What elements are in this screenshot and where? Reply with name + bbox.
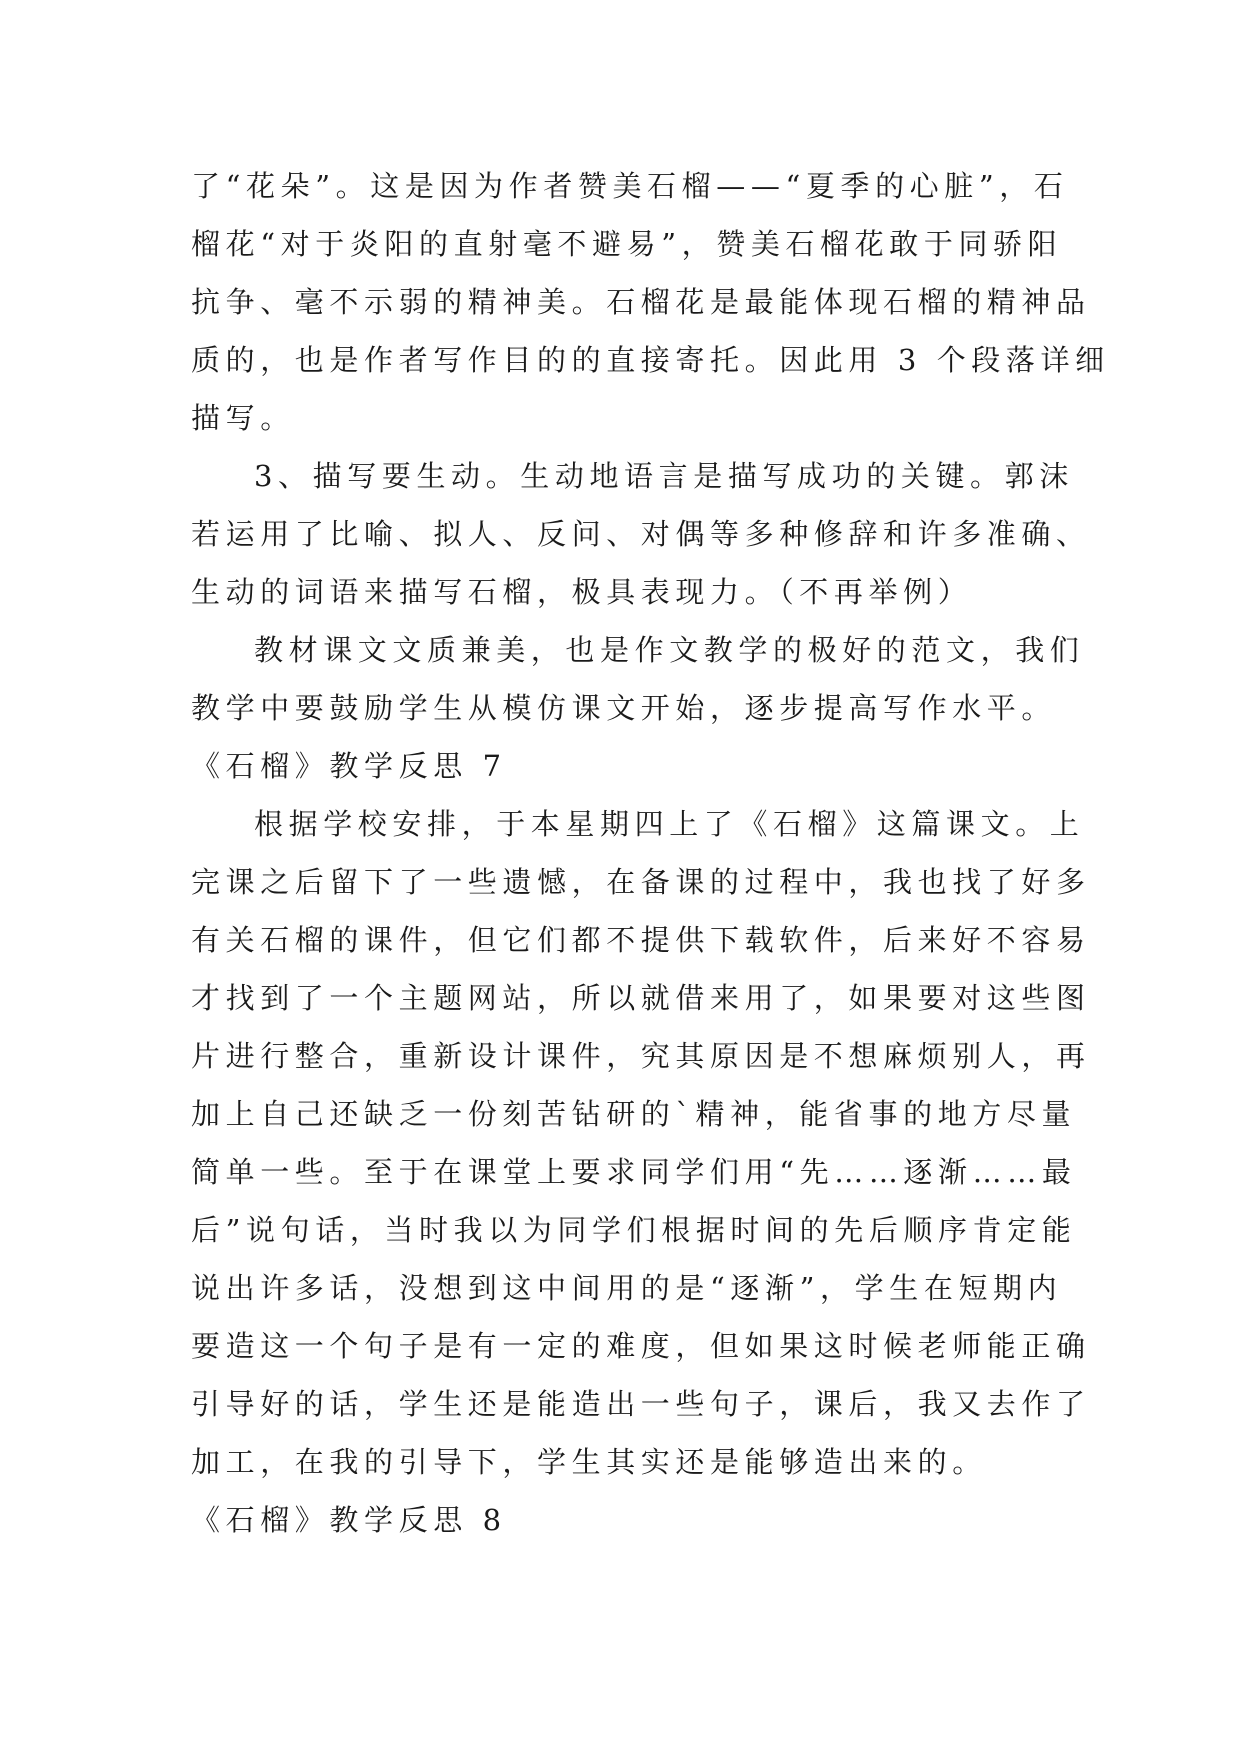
text-line: 后”说句话，当时我以为同学们根据时间的先后顺序肯定能 bbox=[191, 1213, 1077, 1247]
text-line: 了“花朵”。这是因为作者赞美石榴——“夏季的心脏”，石 bbox=[191, 169, 1069, 203]
text-line: 生动的词语来描写石榴，极具表现力。（不再举例） bbox=[191, 575, 973, 609]
section-heading: 《石榴》教学反思 7 bbox=[191, 749, 507, 783]
text-line: 教学中要鼓励学生从模仿课文开始，逐步提高写作水平。 bbox=[191, 691, 1057, 725]
text-line: 质的，也是作者写作目的的直接寄托。因此用 3 个段落详细 bbox=[191, 343, 1110, 377]
paragraph-start-line: 根据学校安排，于本星期四上了《石榴》这篇课文。上 bbox=[254, 807, 1085, 841]
text-line: 有关石榴的课件，但它们都不提供下载软件，后来好不容易 bbox=[191, 923, 1091, 957]
text-line: 片进行整合，重新设计课件，究其原因是不想麻烦别人，再 bbox=[191, 1039, 1091, 1073]
paragraph-start-line: 3、描写要生动。生动地语言是描写成功的关键。郭沫 bbox=[254, 459, 1074, 493]
paragraph-start-line: 教材课文文质兼美，也是作文教学的极好的范文，我们 bbox=[254, 633, 1085, 667]
text-line: 榴花“对于炎阳的直射毫不避易”，赞美石榴花敢于同骄阳 bbox=[191, 227, 1063, 261]
text-line: 抗争、毫不示弱的精神美。石榴花是最能体现石榴的精神品 bbox=[191, 285, 1091, 319]
text-line: 加工，在我的引导下，学生其实还是能够造出来的。 bbox=[191, 1445, 987, 1479]
text-line: 要造这一个句子是有一定的难度，但如果这时候老师能正确 bbox=[191, 1329, 1091, 1363]
text-line: 才找到了一个主题网站，所以就借来用了，如果要对这些图 bbox=[191, 981, 1091, 1015]
text-line: 若运用了比喻、拟人、反问、对偶等多种修辞和许多准确、 bbox=[191, 517, 1091, 551]
section-heading: 《石榴》教学反思 8 bbox=[191, 1503, 507, 1537]
text-line: 描写。 bbox=[191, 401, 295, 435]
text-line: 简单一些。至于在课堂上要求同学们用“先……逐渐……最 bbox=[191, 1155, 1077, 1189]
text-line: 引导好的话，学生还是能造出一些句子，课后，我又去作了 bbox=[191, 1387, 1091, 1421]
text-line: 加上自己还缺乏一份刻苦钻研的`精神，能省事的地方尽量 bbox=[191, 1097, 1077, 1131]
text-line: 完课之后留下了一些遗憾，在备课的过程中，我也找了好多 bbox=[191, 865, 1091, 899]
text-line: 说出许多话，没想到这中间用的是“逐渐”，学生在短期内 bbox=[191, 1271, 1063, 1305]
